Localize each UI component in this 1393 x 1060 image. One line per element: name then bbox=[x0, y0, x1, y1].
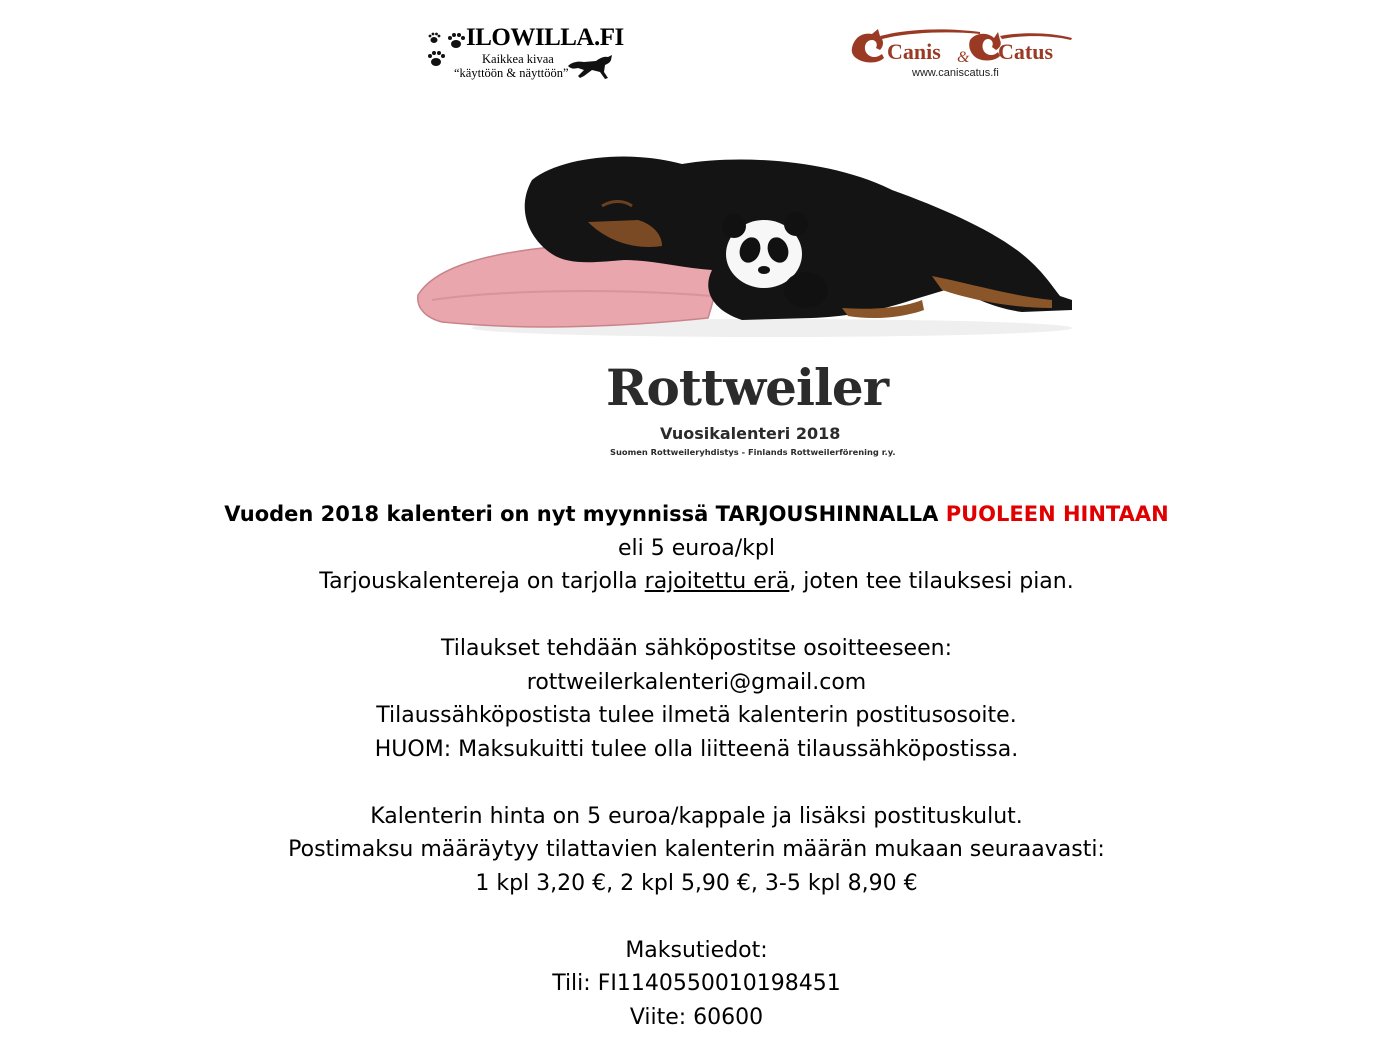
running-dog-icon bbox=[566, 52, 614, 80]
sleeping-rottweiler-photo bbox=[412, 150, 1082, 340]
offer-limited-text-1: Tarjouskalentereja on tarjolla bbox=[319, 569, 638, 594]
spacer bbox=[0, 599, 1393, 633]
offer-limited-line bbox=[0, 565, 1393, 599]
ampersand-text: & bbox=[957, 49, 970, 66]
caniscatus-logo bbox=[850, 24, 1075, 84]
ilowilla-tagline-2: “käyttöön & näyttöön” bbox=[454, 66, 569, 80]
payment-account: Tili: FI1140550010198451 bbox=[552, 971, 841, 996]
offer-price-line: eli 5 euroa/kpl bbox=[618, 535, 775, 561]
spacer bbox=[0, 766, 1393, 800]
ordering-line-4: HUOM: Maksukuitti tulee olla liitteenä tilaussähköpostissa. bbox=[374, 736, 1019, 762]
offer-limited-text-2: , joten tee tilauksesi pian. bbox=[789, 569, 1074, 594]
caniscatus-wordmark bbox=[850, 26, 1075, 70]
pricing-line-1: Kalenterin hinta on 5 euroa/kappale ja lisäksi postituskulut. bbox=[370, 803, 1023, 829]
canis-text: Canis bbox=[887, 39, 941, 64]
ilowilla-brand-text: ILOWILLA.FI bbox=[466, 24, 624, 51]
spacer bbox=[0, 900, 1393, 934]
offer-limited-underlined: rajoitettu erä bbox=[644, 569, 790, 594]
catus-text: Catus bbox=[998, 39, 1054, 64]
calendar-subtitle: Vuosikalenteri 2018 bbox=[660, 424, 841, 443]
offer-headline bbox=[0, 498, 1393, 532]
offer-text-block bbox=[0, 498, 1393, 1034]
ordering-line-1: Tilaukset tehdään sähköpostitse osoitteeseen: bbox=[441, 636, 952, 661]
payment-heading: Maksutiedot: bbox=[625, 937, 768, 963]
offer-headline-text: Vuoden 2018 kalenteri on nyt myynnissä TARJOUSHINNALLA bbox=[224, 502, 939, 526]
pricing-line-3: 1 kpl 3,20 €, 2 kpl 5,90 €, 3-5 kpl 8,90 € bbox=[475, 870, 918, 896]
calendar-title-block bbox=[604, 358, 904, 468]
offer-headline-highlight: PUOLEEN HINTAAN bbox=[945, 502, 1169, 526]
payment-reference: Viite: 60600 bbox=[629, 1004, 764, 1030]
paw-prints-icon bbox=[424, 26, 468, 70]
ordering-email[interactable]: rottweilerkalenteri@gmail.com bbox=[526, 669, 867, 695]
ilowilla-tagline-1: Kaikkea kivaa bbox=[482, 52, 554, 66]
association-name: Suomen Rottweileryhdistys - Finlands Rottweilerförening r.y. bbox=[610, 447, 896, 457]
pricing-line-2: Postimaksu määräytyy tilattavien kalenterin määrän mukaan seuraavasti: bbox=[288, 837, 1105, 862]
caniscatus-url: www.caniscatus.fi bbox=[912, 67, 999, 79]
ordering-line-3: Tilaussähköpostista tulee ilmetä kalenterin postitusosoite. bbox=[376, 703, 1017, 728]
ilowilla-logo bbox=[424, 24, 624, 84]
calendar-title: Rottweiler bbox=[606, 358, 889, 417]
